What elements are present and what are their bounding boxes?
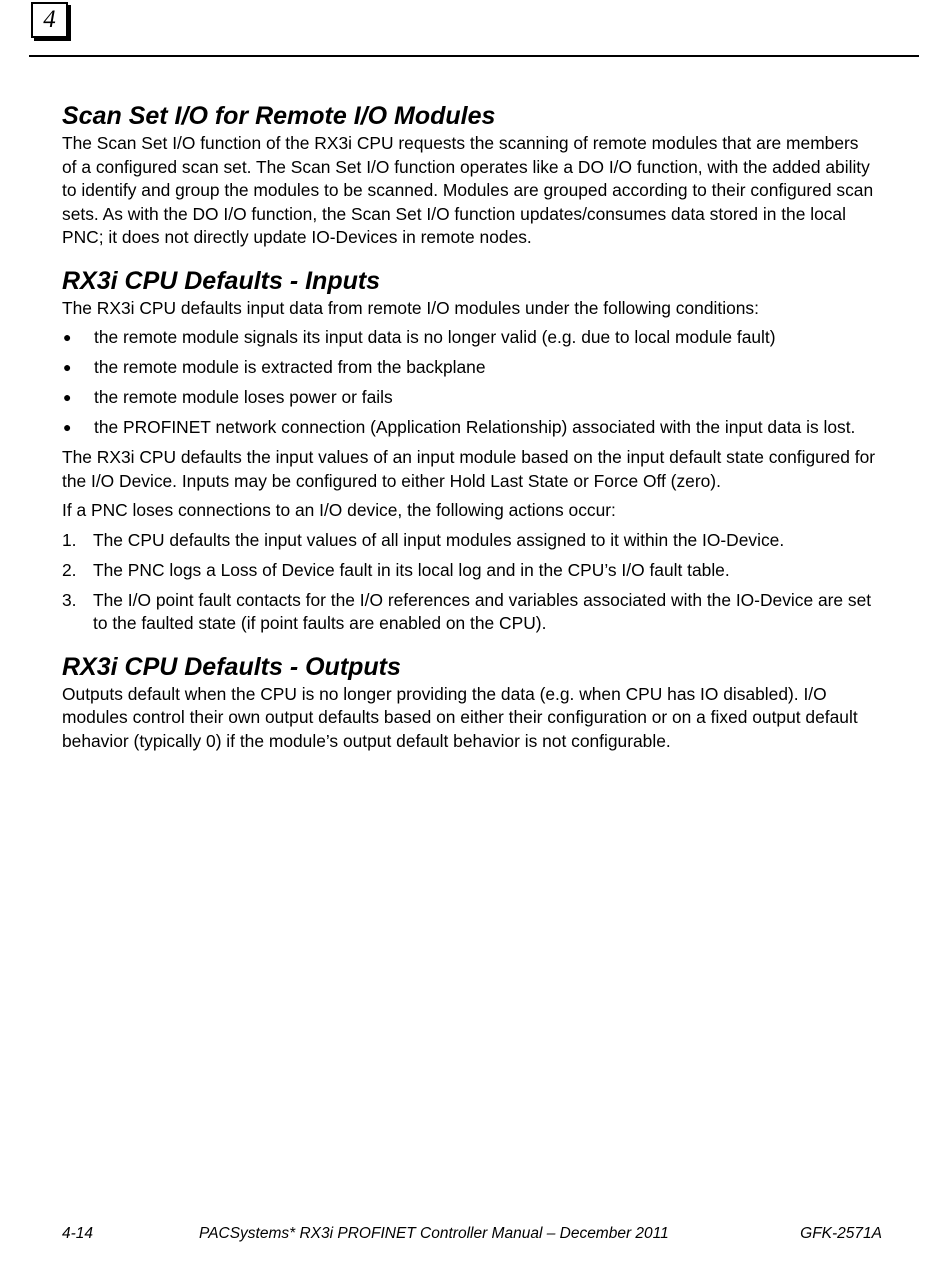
list-item — [62, 356, 877, 380]
bullet-icon: ● — [63, 389, 72, 405]
footer-page-number: 4-14 — [62, 1225, 94, 1242]
scan-set-paragraph: The Scan Set I/O function of the RX3i CPU requests the scanning of remote modules that are members of a configured scan set. The Scan Set I/O function operates like a DO I/O function, with the added ability to identify and group the modules to be scanned. Modules are grouped according to their configured scan sets. As with the DO I/O function, the Scan Set I/O function updates/consumes data stored in the local PNC; it does not directly update IO-Devices in remote nodes. — [62, 133, 874, 247]
bullet-icon: ● — [63, 359, 72, 375]
bullet-icon: ● — [63, 329, 72, 345]
list-item-text: The I/O point fault contacts for the I/O references and variables associated with the IO-Device are set to the faulted state (if point faults are enabled on the CPU). — [93, 589, 872, 633]
bullet-icon: ● — [63, 419, 72, 435]
section-heading-outputs: RX3i CPU Defaults - Outputs — [62, 652, 401, 681]
section-heading-scan-set-io: Scan Set I/O for Remote I/O Modules — [62, 102, 496, 130]
list-item-text: the remote module loses power or fails — [94, 387, 393, 407]
list-item-text: the remote module signals its input data is no longer valid (e.g. due to local module fault) — [94, 327, 776, 347]
input-default-state-paragraph: The RX3i CPU defaults the input values of an input module based on the input default state configured for the I/O Device. Inputs may be configured to either Hold Last State or Force Off (zero). — [62, 447, 876, 491]
section-cpu-defaults-outputs — [62, 651, 877, 754]
input-conditions-list — [62, 326, 877, 440]
section-heading-inputs: RX3i CPU Defaults - Inputs — [62, 266, 381, 295]
section-cpu-defaults-inputs — [62, 265, 877, 636]
list-item — [62, 529, 877, 553]
chapter-number: 4 — [43, 6, 56, 33]
list-item — [62, 559, 877, 583]
pnc-connection-loss-paragraph: If a PNC loses connections to an I/O device, the following actions occur: — [62, 500, 616, 520]
list-item — [62, 386, 877, 410]
list-item-number: 3. — [62, 589, 77, 610]
footer-document-id: GFK-2571A — [800, 1225, 882, 1242]
list-item — [62, 326, 877, 350]
inputs-intro-paragraph: The RX3i CPU defaults input data from remote I/O modules under the following conditions: — [62, 297, 759, 318]
list-item-number: 1. — [62, 529, 77, 550]
list-item-text: The CPU defaults the input values of all input modules assigned to it within the IO-Device. — [93, 529, 785, 550]
page-content — [62, 100, 877, 768]
list-item-number: 2. — [62, 559, 77, 580]
footer-manual-title: PACSystems* RX3i PROFINET Controller Manual – December 2011 — [199, 1225, 669, 1242]
list-item-text: the PROFINET network connection (Application Relationship) associated with the input data is lost. — [94, 417, 856, 437]
list-item — [62, 416, 877, 440]
list-item-text: The PNC logs a Loss of Device fault in its local log and in the CPU’s I/O fault table. — [93, 559, 730, 580]
list-item-text: the remote module is extracted from the backplane — [94, 357, 486, 377]
chapter-number-box — [31, 2, 68, 38]
outputs-paragraph: Outputs default when the CPU is no longer providing the data (e.g. when CPU has IO disabled). I/O modules control their own output defaults based on either their configuration or on a fixed output default behavior (typically 0) if the module’s output default behavior is not configurable. — [62, 683, 858, 751]
section-scan-set-io — [62, 100, 877, 250]
header-divider — [29, 55, 919, 57]
connection-loss-actions-list — [62, 529, 877, 636]
list-item — [62, 589, 877, 636]
